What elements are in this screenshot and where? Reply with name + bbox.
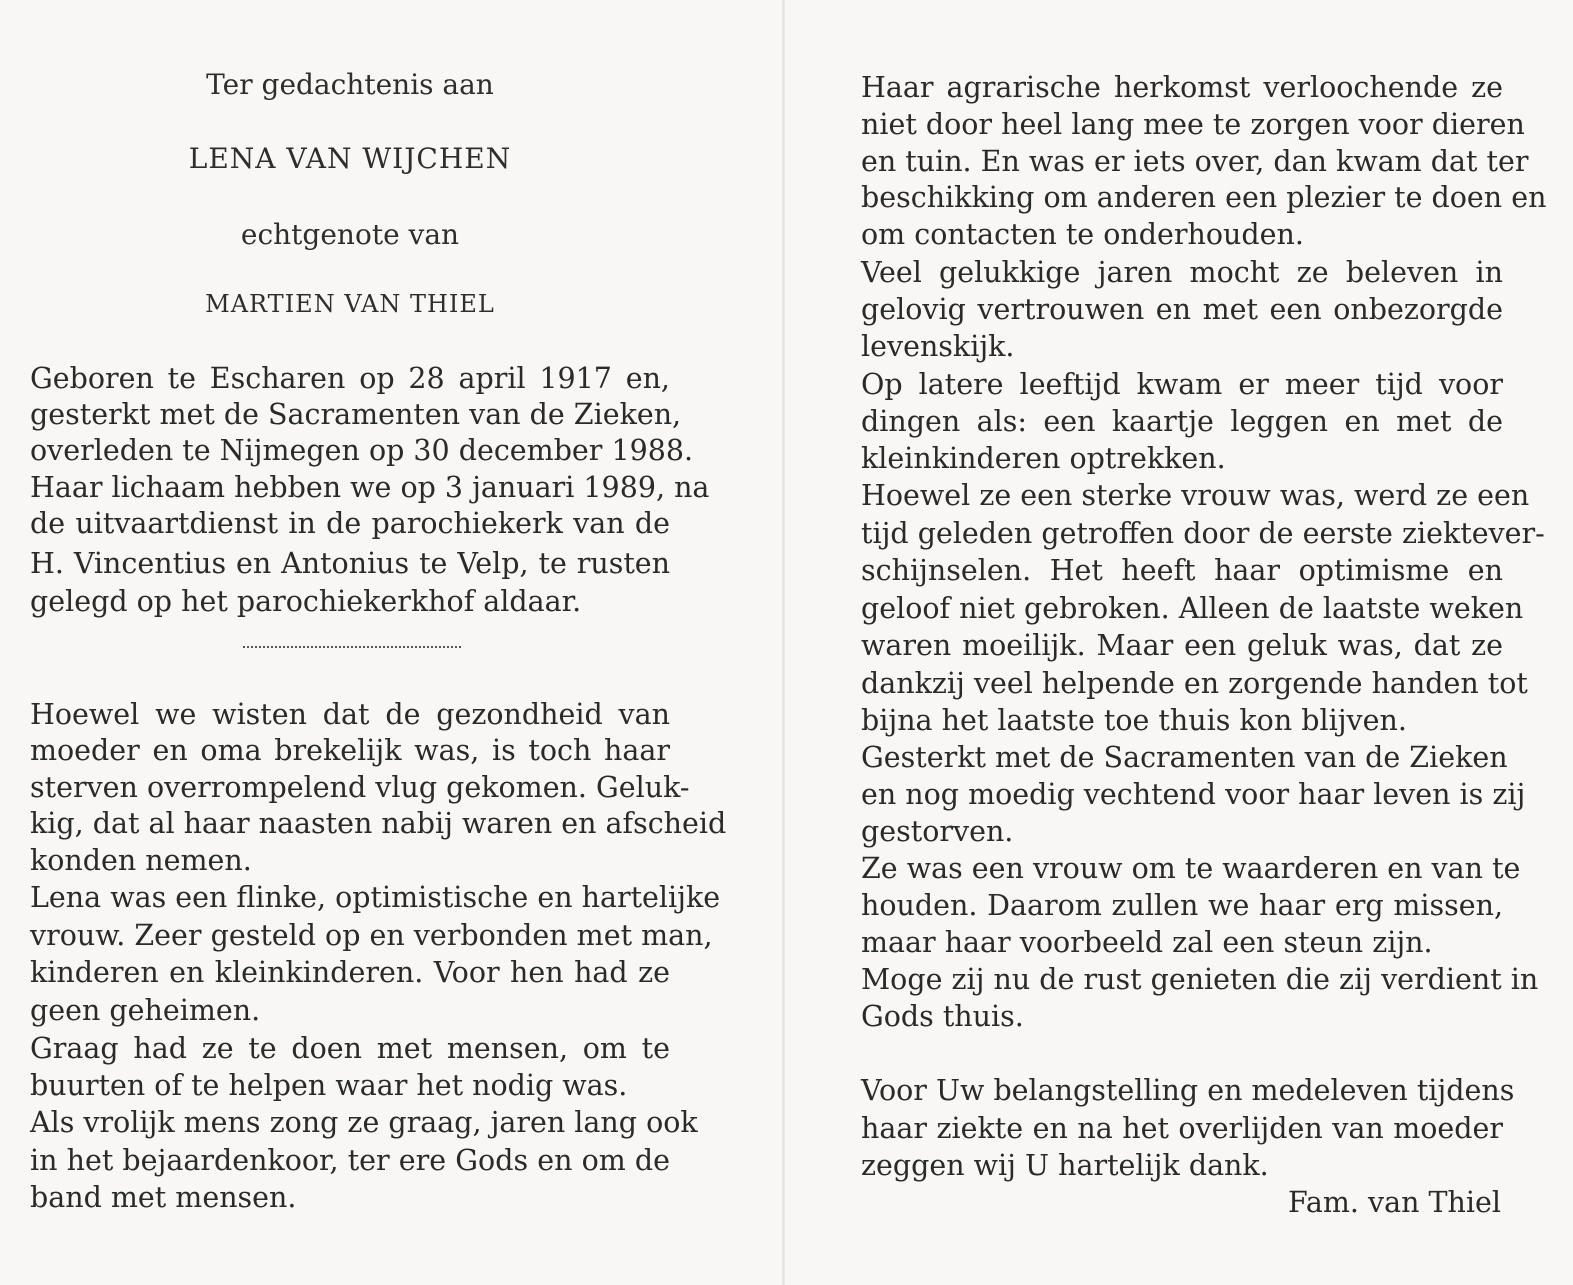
body-line: bijna het laatste toe thuis kon blijven. — [861, 704, 1407, 737]
body-line: dingen als: een kaartje leggen en met de — [861, 405, 1503, 438]
deceased-name: LENA VAN WIJCHEN — [188, 142, 512, 175]
body-line: waren moeilijk. Maar een geluk was, dat ze — [861, 629, 1503, 662]
facts-line: overleden te Nijmegen op 30 december 1988. — [30, 434, 694, 467]
left-page — [0, 0, 782, 1285]
body-line: schijnselen. Het heeft haar optimisme en — [861, 554, 1503, 587]
facts-line: gelegd op het parochiekerkhof aldaar. — [30, 585, 582, 618]
body-line: Gesterkt met de Sacramenten van de Zieken — [861, 741, 1508, 774]
tribute-line: Lena was een flinke, optimistische en hartelijke — [30, 881, 721, 914]
body-line: en nog moedig vechtend voor haar leven is zij — [861, 778, 1526, 811]
tribute-line: kig, dat al haar naasten nabij waren en afscheid — [30, 807, 727, 840]
thanks-line: haar ziekte en na het overlijden van moeder — [861, 1112, 1503, 1145]
spouse-name: MARTIEN VAN THIEL — [205, 290, 495, 318]
body-line: gestorven. — [861, 815, 1014, 848]
thanks-line: zeggen wij U hartelijk dank. — [861, 1149, 1269, 1182]
facts-line: Haar lichaam hebben we op 3 januari 1989, na — [30, 471, 710, 504]
tribute-line: buurten of te helpen waar het nodig was. — [30, 1069, 628, 1102]
tribute-line: in het bejaardenkoor, ter ere Gods en om de — [30, 1144, 670, 1177]
body-line: Op latere leeftijd kwam er meer tijd voor — [861, 368, 1503, 401]
body-line: Veel gelukkige jaren mocht ze beleven in — [861, 256, 1503, 289]
tribute-line: Graag had ze te doen met mensen, om te — [30, 1032, 670, 1065]
tribute-line: moeder en oma brekelijk was, is toch haar — [30, 734, 670, 767]
body-line: Hoewel ze een sterke vrouw was, werd ze een — [861, 479, 1530, 512]
body-line: Gods thuis. — [861, 1000, 1024, 1033]
tribute-line: Hoewel we wisten dat de gezondheid van — [30, 698, 670, 731]
body-line: maar haar voorbeeld zal een steun zijn. — [861, 926, 1433, 959]
spouse-intro-line: echtgenote van — [240, 218, 460, 251]
body-line: levenskijk. — [861, 330, 1015, 363]
body-line: Haar agrarische herkomst verloochende ze — [861, 71, 1503, 104]
right-page — [785, 0, 1573, 1285]
body-line: geloof niet gebroken. Alleen de laatste weken — [861, 592, 1524, 625]
tribute-line: geen geheimen. — [30, 994, 261, 1027]
tribute-line: Als vrolijk mens zong ze graag, jaren lang ook — [30, 1106, 698, 1139]
tribute-line: sterven overrompelend vlug gekomen. Geluk- — [30, 771, 690, 804]
facts-line: de uitvaartdienst in de parochiekerk van de — [30, 507, 670, 540]
body-line: kleinkinderen optrekken. — [861, 442, 1226, 475]
tribute-line: band met mensen. — [30, 1181, 297, 1214]
body-line: houden. Daarom zullen we haar erg missen, — [861, 889, 1503, 922]
dedication-line: Ter gedachtenis aan — [206, 68, 494, 101]
body-line: Moge zij nu de rust genieten die zij verdient in — [861, 963, 1539, 996]
body-line: om contacten te onderhouden. — [861, 218, 1304, 251]
family-signature: Fam. van Thiel — [1288, 1186, 1501, 1219]
body-line: en tuin. En was er iets over, dan kwam dat ter — [861, 145, 1529, 178]
tribute-line: vrouw. Zeer gesteld op en verbonden met man, — [30, 919, 713, 952]
body-line: niet door heel lang mee te zorgen voor dieren — [861, 108, 1525, 141]
thanks-line: Voor Uw belangstelling en medeleven tijdens — [861, 1074, 1515, 1107]
body-line: gelovig vertrouwen en met een onbezorgde — [861, 293, 1503, 326]
facts-line: H. Vincentius en Antonius te Velp, te rusten — [30, 547, 670, 580]
body-line: Ze was een vrouw om te waarderen en van te — [861, 852, 1521, 885]
facts-line: Geboren te Escharen op 28 april 1917 en, — [30, 362, 670, 395]
tribute-line: konden nemen. — [30, 844, 252, 877]
body-line: dankzij veel helpende en zorgende handen tot — [861, 667, 1528, 700]
body-line: beschikking om anderen een plezier te doen en — [861, 181, 1547, 214]
tribute-line: kinderen en kleinkinderen. Voor hen had ze — [30, 956, 670, 989]
facts-line: gesterkt met de Sacramenten van de Zieken, — [30, 398, 682, 431]
dotted-divider — [243, 636, 461, 648]
body-line: tijd geleden getroffen door de eerste ziektever- — [861, 517, 1545, 550]
